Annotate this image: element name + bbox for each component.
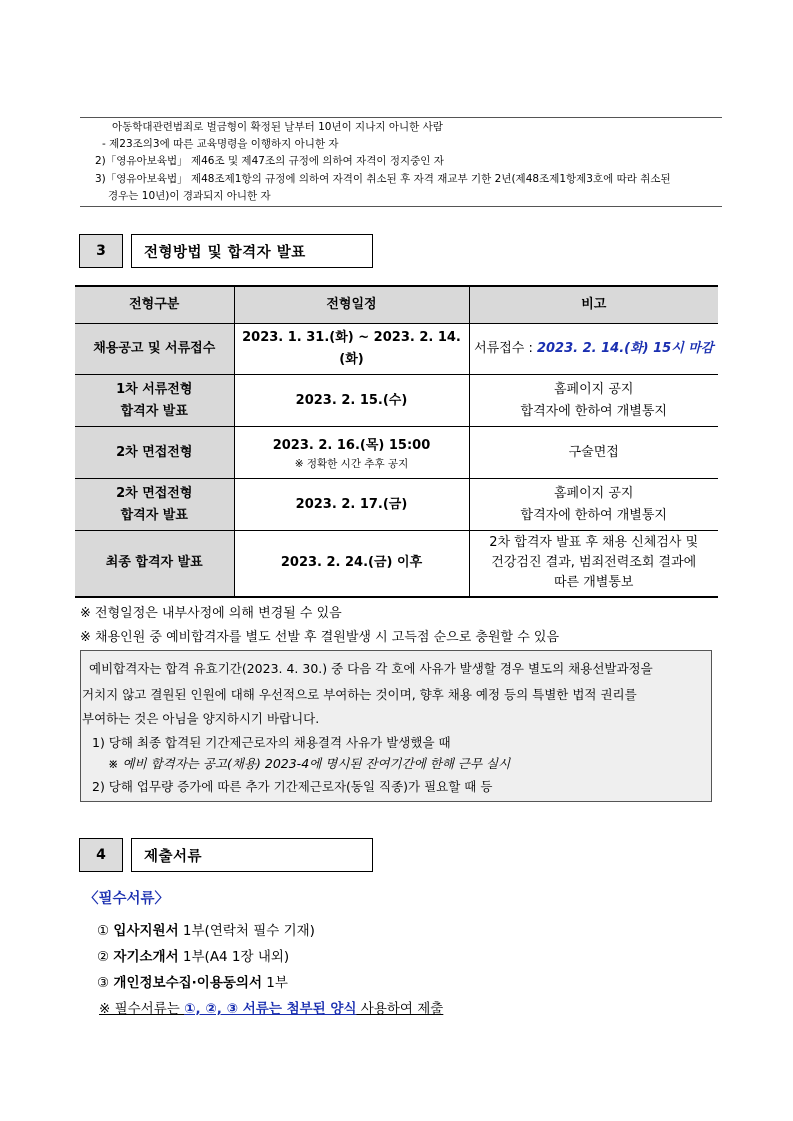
row-date: 2023. 2. 24.(금) 이후 xyxy=(234,531,469,597)
note-line: 합격자에 한하여 개별통지 xyxy=(520,403,667,419)
table-row xyxy=(75,479,718,531)
required-doc-item xyxy=(97,919,315,939)
row-category xyxy=(75,479,234,531)
section-number: 4 xyxy=(79,838,123,872)
eligibility-line: 경우는 10년)이 경과되지 아니한 자 xyxy=(108,190,271,202)
reserve-item-note: ※ 예비 합격자는 공고(채용) 2023-4에 명시된 잔여기간에 한해 근무 실시 xyxy=(108,756,511,771)
row-category: 2차 면접전형 xyxy=(75,427,234,479)
section-title: 제출서류 xyxy=(131,838,373,872)
item-desc: 1부(연락처 필수 기재) xyxy=(178,923,315,939)
schedule-table xyxy=(75,285,718,598)
footnote-suffix: 사용하여 제출 xyxy=(356,1001,444,1017)
required-doc-item xyxy=(97,971,288,991)
item-mark: ② xyxy=(97,949,110,965)
required-docs-title: 〈필수서류〉 xyxy=(84,891,170,907)
item-name: 자기소개서 xyxy=(113,949,179,965)
reserve-item: 2) 당해 업무량 증가에 따른 추가 기간제근로자(동일 직종)가 필요할 때 등 xyxy=(92,779,493,794)
note-line: 2차 합격자 발표 후 채용 신체검사 및 xyxy=(489,535,699,551)
required-doc-item xyxy=(97,945,289,965)
item-name: 입사지원서 xyxy=(113,923,179,939)
item-mark: ③ xyxy=(97,975,110,991)
date-main: 2023. 2. 16.(목) 15:00 xyxy=(272,437,431,453)
row-date: 2023. 2. 17.(금) xyxy=(234,479,469,531)
eligibility-line: 2)「영유아보육법」 제46조 및 제47조의 규정에 의하여 자격이 정지중인 자 xyxy=(95,155,444,167)
table-row xyxy=(75,324,718,375)
item-name: 개인정보수집·이용동의서 xyxy=(113,975,262,991)
item-desc: 1부 xyxy=(262,975,288,991)
eligibility-line: 아동학대관련범죄로 벌금형이 확정된 날부터 10년이 지나지 아니한 사람 xyxy=(112,121,443,133)
table-header-row xyxy=(75,286,718,324)
deadline-emphasis: 2023. 2. 14.(화) 15시 마감 xyxy=(536,341,714,356)
note-line: 따른 개별통보 xyxy=(554,575,634,591)
reserve-candidate-box xyxy=(80,650,712,802)
item-desc: 1부(A4 1장 내외) xyxy=(178,949,290,965)
item-mark: ① xyxy=(97,923,110,939)
reserve-paragraph-line: 부여하는 것은 아님을 양지하시기 바랍니다. xyxy=(82,711,320,726)
footnote-prefix: ※ 필수서류는 xyxy=(99,1001,185,1017)
row-note xyxy=(469,324,718,375)
section-number: 3 xyxy=(79,234,123,268)
note-line: 홈페이지 공지 xyxy=(554,381,634,397)
reserve-paragraph-line: 거치지 않고 결원된 인원에 대해 우선적으로 부여하는 것이며, 향후 채용 예정 등의 특별한 법적 권리를 xyxy=(82,687,637,702)
note-line: 건강검진 결과, 범죄전력조회 결과에 xyxy=(491,555,697,571)
eligibility-line: 3)「영유아보육법」 제48조제1항의 규정에 의하여 자격이 취소된 후 자격 재교부 기한 2년(제48조제1항제3호에 따라 취소된 xyxy=(95,173,671,185)
eligibility-line: - 제23조의3에 따른 교육명령을 이행하지 아니한 자 xyxy=(102,138,339,150)
row-note xyxy=(469,375,718,427)
column-header: 전형구분 xyxy=(75,286,234,324)
eligibility-box xyxy=(80,117,722,207)
table-row xyxy=(75,375,718,427)
footnote-emphasis: ①, ②, ③ 서류는 첨부된 양식 xyxy=(184,1001,357,1017)
category-line: 1차 서류전형 xyxy=(116,381,193,397)
schedule-note: ※ 전형일정은 내부사정에 의해 변경될 수 있음 xyxy=(80,606,342,621)
row-date: 2023. 1. 31.(화) ~ 2023. 2. 14.(화) xyxy=(234,324,469,375)
required-docs-footnote xyxy=(99,997,447,1017)
table-row xyxy=(75,427,718,479)
date-subnote: ※ 정확한 시간 추후 공지 xyxy=(294,457,409,470)
note-line: 홈페이지 공지 xyxy=(554,485,634,501)
section-title: 전형방법 및 합격자 발표 xyxy=(131,234,373,268)
column-header: 전형일정 xyxy=(234,286,469,324)
row-date xyxy=(234,427,469,479)
row-note xyxy=(469,531,718,597)
note-prefix: 서류접수 : xyxy=(474,341,537,356)
reserve-paragraph-line: 예비합격자는 합격 유효기간(2023. 4. 30.) 중 다음 각 호에 사유가 발생할 경우 별도의 채용선발과정을 xyxy=(89,661,653,676)
category-line: 2차 면접전형 xyxy=(116,485,193,501)
row-note xyxy=(469,479,718,531)
schedule-note: ※ 채용인원 중 예비합격자를 별도 선발 후 결원발생 시 고득점 순으로 충원할 수 있음 xyxy=(80,630,560,645)
row-note: 구술면접 xyxy=(469,427,718,479)
row-category: 최종 합격자 발표 xyxy=(75,531,234,597)
column-header: 비고 xyxy=(469,286,718,324)
row-category xyxy=(75,375,234,427)
row-category: 채용공고 및 서류접수 xyxy=(75,324,234,375)
category-line: 합격자 발표 xyxy=(120,507,188,523)
reserve-item: 1) 당해 최종 합격된 기간제근로자의 채용결격 사유가 발생했을 때 xyxy=(92,735,451,750)
note-line: 합격자에 한하여 개별통지 xyxy=(520,507,667,523)
table-row xyxy=(75,531,718,597)
category-line: 합격자 발표 xyxy=(120,403,188,419)
row-date: 2023. 2. 15.(수) xyxy=(234,375,469,427)
